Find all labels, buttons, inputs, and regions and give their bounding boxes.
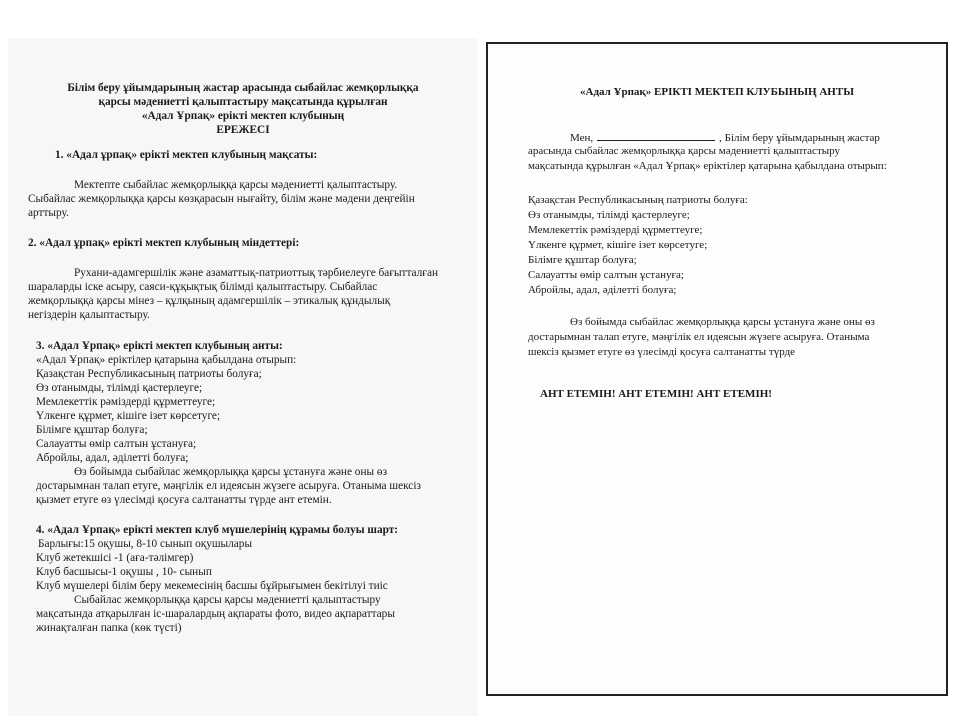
oath-line: Абройлы, адал, әділетті болуға; <box>528 284 677 296</box>
section4-line: Барлығы:15 оқушы, 8-10 сынып оқушылары <box>38 538 253 550</box>
oath-line: Үлкенге құрмет, кішіге ізет көрсетуге; <box>528 239 708 251</box>
section4-line: Клуб жетекшісі -1 (аға-тәлімгер) <box>36 552 194 564</box>
oath-line: Өз отанымды, тілімді қастерлеуге; <box>528 209 690 221</box>
section1-heading: 1. «Адал ұрпақ» ерікті мектеп клубының мақсаты: <box>55 149 318 161</box>
left-document <box>8 38 478 716</box>
section4-heading: 4. «Адал Ұрпақ» ерікті мектеп клуб мүшелерінің құрамы болуы шарт: <box>36 524 399 536</box>
section4-closing: жинақталған папка (көк түсті) <box>36 622 182 634</box>
section1-line: арттыру. <box>28 207 69 219</box>
oath-intro-prefix: Мен, <box>570 132 594 144</box>
oath-closing-line: достарымнан талап етуге, мәңгілік ел идеясын жүзеге асыруға. Отаныма <box>528 331 870 343</box>
section3-line: Қазақстан Республикасының патриоты болуға; <box>36 368 262 380</box>
section3-line: Үлкенге құрмет, кішіге ізет көрсетуге; <box>36 410 221 422</box>
section2-line: жемқорлыққа қарсы мінез – құлқының адамгершілік – этикалық құндылық <box>28 295 391 307</box>
section4-closing: Сыбайлас жемқорлыққа қарсы қарсы мәдениетті қалыптастыру <box>74 594 381 606</box>
section4-line: Клуб мүшелері білім беру мекемесінің басшы бұйрығымен бекітілуі тиіс <box>36 580 388 592</box>
section2-line: шараларды іске асыру, саяси-құқықтық білімді қалыптастыру. Сыбайлас <box>28 281 378 293</box>
oath-title: «Адал Ұрпақ» ЕРІКТІ МЕКТЕП КЛУБЫНЫҢ АНТЫ <box>580 86 854 98</box>
oath-intro-line-1 <box>570 130 880 145</box>
section4-line: Клуб басшысы-1 оқушы , 10- сынып <box>36 566 212 578</box>
oath-intro-suffix: , Білім беру ұйымдарының жастар <box>719 132 880 144</box>
section3-closing: достарымнан талап етуге, мәңгілік ел идеясын жүзеге асыруға. Отаныма шексіз <box>36 480 421 492</box>
name-blank-line <box>597 130 715 141</box>
right-document <box>486 42 948 696</box>
section2-line: негіздерін қалыптастыру. <box>28 309 150 321</box>
section2-heading: 2. «Адал ұрпақ» ерікті мектеп клубының міндеттері: <box>28 237 300 249</box>
section3-line: «Адал Ұрпақ» еріктілер қатарына қабылдана отырып: <box>36 354 297 366</box>
section3-heading: 3. «Адал Ұрпақ» ерікті мектеп клубының анты: <box>36 340 283 352</box>
section3-line: Абройлы, адал, әділетті болуға; <box>36 452 189 464</box>
oath-intro-line: мақсатында құрылған «Адал Ұрпақ» еріктілер қатарына қабылдана отырып: <box>528 160 887 172</box>
section1-line: Сыбайлас жемқорлыққа қарсы көзқарасын нығайту, білім және мәдени деңгейін <box>28 193 415 205</box>
section3-closing: қызмет етуге өз үлесімді қосуға салтанатты түрде ант етемін. <box>36 494 332 506</box>
oath-final: АНТ ЕТЕМІН! АНТ ЕТЕМІН! АНТ ЕТЕМІН! <box>540 388 772 400</box>
doc-title-line-4: ЕРЕЖЕСІ <box>216 124 270 136</box>
section3-line: Білімге құштар болуға; <box>36 424 148 436</box>
section3-line: Өз отанымды, тілімді қастерлеуге; <box>36 382 203 394</box>
doc-title-line-2: қарсы мәдениетті қалыптастыру мақсатында құрылған <box>98 96 388 108</box>
oath-closing-line: Өз бойымда сыбайлас жемқорлыққа қарсы ұстануға және оны өз <box>570 316 875 328</box>
oath-line: Білімге құштар болуға; <box>528 254 637 266</box>
section1-line: Мектепте сыбайлас жемқорлыққа қарсы мәдениетті қалыптастыру. <box>74 179 398 191</box>
section4-closing: мақсатында атқарылған іс-шаралардың ақпараты фото, видео ақпараттары <box>36 608 395 620</box>
doc-title-line-3: «Адал Ұрпақ» ерікті мектеп клубының <box>141 110 345 122</box>
section3-line: Мемлекеттік рәміздерді құрметтеуге; <box>36 396 216 408</box>
section3-line: Салауатты өмір салтын ұстануға; <box>36 438 197 450</box>
section2-line: Рухани-адамгершілік және азаматтық-патриоттық тәрбиелеуге бағытталған <box>74 267 438 279</box>
oath-line: Қазақстан Республикасының патриоты болуға: <box>528 194 748 206</box>
oath-closing-line: шексіз қызмет етуге өз үлесімді қосуға салтанатты түрде <box>528 346 796 358</box>
oath-intro-line: арасында сыбайлас жемқорлыққа қарсы мәдениетті қалыптастыру <box>528 145 840 157</box>
doc-title-line-1: Білім беру ұйымдарының жастар арасында сыбайлас жемқорлыққа <box>67 82 419 94</box>
oath-line: Салауатты өмір салтын ұстануға; <box>528 269 684 281</box>
oath-line: Мемлекеттік рәміздерді құрметтеуге; <box>528 224 703 236</box>
section3-closing: Өз бойымда сыбайлас жемқорлыққа қарсы ұстануға және оны өз <box>74 466 388 478</box>
